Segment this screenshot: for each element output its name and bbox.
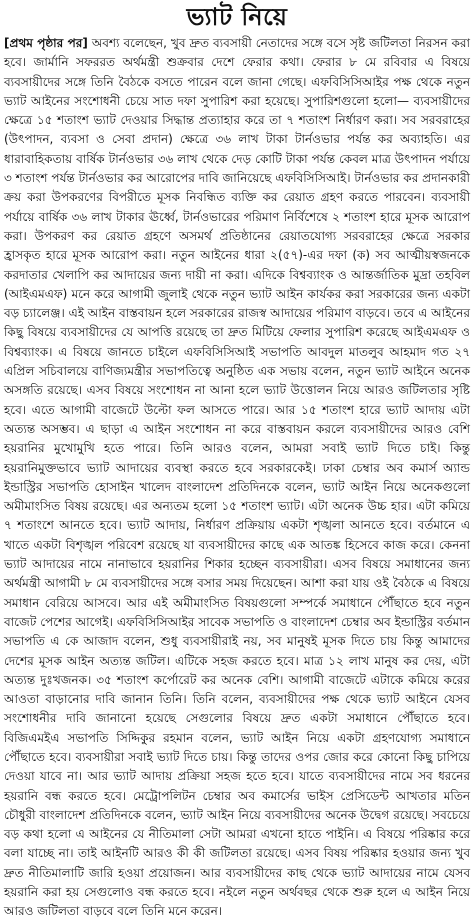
continued-from-label: [প্রথম পৃষ্ঠার পর] xyxy=(4,36,88,50)
article-body-text: অবশ্য বলেছেন, খুব দ্রুত ব্যবসায়ী নেতাদের সঙ্গে বসে সৃষ্ট জটিলতা নিরসন করা হবে। জার্মানি সফররত অর্থমন্ত্রী শুক্রবার দেশে ফেরার কথা। ফেরার ৮ মে রবিবার এ বিষয়ে ব্যবসায়ীদের সঙ্গে তিনি বৈঠকে বসতে পারেন বলে জানা গেছে। এফবিসিসিআইর পক্ষ থেকে নতুন ভ্যাট আইনের সংশোধনী চেয়ে সাত দফা সুপারিশ করা হয়েছে। সুপারিশগুলো হলো— ব্যবসায়ীদের ক্ষেত্রে ১৫ শতাংশ ভ্যাট দেওয়ার সিদ্ধান্ত প্রত্যাহার করে তা ৭ শতাংশ নির্ধারণ করা। সব সরবরাহের (উৎপাদন, ব্যবসা ও সেবা প্রদান) ক্ষেত্রে ৩৬ লাখ টাকা টার্নওভার পর্যন্ত কর অব্যাহতি। এর ধারাবাহিকতায় বার্ষিক টার্নওভার ৩৬ লাখ থেকে দেড় কোটি টাকা পর্যন্ত কেবল মাত্র উৎপাদন পর্যায়ে ৩ শতাংশ পর্যন্ত টার্নওভার কর আরোপের দাবি জানিয়েছে এফবিসিসিআই। টার্নওভার কর প্রদানকারী ক্রয় করা উপকরণের বিপরীতে মূসক নিবন্ধিত ব্যক্তি কর রেয়াত গ্রহণ করতে পারবেন। ব্যবসায়ী পর্যায়ে বার্ষিক ৩৬ লাখ টাকার ঊর্ধ্বে, টার্নওভারের পরিমাণ নির্বিশেষে ২ শতাংশ হারে মূসক আরোপ করা। উপকরণ কর রেয়াত গ্রহণে অসমর্থ প্রতিষ্ঠানের রেয়াতযোগ্য সরবরাহের ক্ষেত্রে সরকার হ্রাসকৃত হারে মূসক আরোপ করা। নতুন আইনের ধারা ২(৫৭)-এর দফা (ক) সব আত্মীয়স্বজনকে করদাতার খেলাপি কর আদায়ের জন্য দায়ী না করা। এদিকে বিশ্বব্যাংক ও আন্তর্জাতিক মুদ্রা তহবিল (আইএমএফ) মনে করে আগামী জুলাই থেকে নতুন ভ্যাট আইন কার্যকর করা সরকারের জন্য একটা বড় চ্যালেঞ্জ। এই আইন বাস্তবায়ন হলে সরকারের রাজস্ব আদায়ের পরিমাণ বাড়বে। তবে এ আইনের কিছু বিষয়ে ব্যবসায়ীদের যে আপত্তি রয়েছে তা দ্রুত মিটিয়ে ফেলার সুপারিশ করেছে আইএমএফ ও বিশ্বব্যাংক। এ বিষয়ে জানতে চাইলে এফবিসিসিআই সভাপতি আবদুল মাতলুব আহমাদ গত ২৭ এপ্রিল সচিবালয়ে বাণিজ্যমন্ত্রীর সভাপতিত্বে অনুষ্ঠিত এক সভায় বলেন, নতুন ভ্যাট আইনে অনেক অসঙ্গতি রয়েছে। এসব বিষয়ে সংশোধন না আনা হলে ভ্যাট উত্তোলন নিয়ে আরও জটিলতার সৃষ্টি হবে। এতে আগামী বাজেটে উল্টো ফল আসতে পারে। আর ১৫ শতাংশ হারে ভ্যাট আদায় এটা অত্যন্ত অসম্ভব। এ ছাড়া এ আইন সংশোধন না করে বাস্তবায়ন করলে ব্যবসায়ীদের আরও বেশি হয়রানির মুখোমুখি হতে পারে। তিনি আরও বলেন, আমরা সবাই ভ্যাট দিতে চাই। কিন্তু হয়রানিমুক্তভাবে ভ্যাট আদায়ের ব্যবস্থা করতে হবে সরকারকেই। ঢাকা চেম্বার অব কমার্স অ্যান্ড ইন্ডাস্ট্রির সভাপতি হোসাইন খালেদ বাংলাদেশ প্রতিদিনকে বলেন, ভ্যাট আইন নিয়ে অনেকগুলো অমীমাংসিত বিষয় রয়েছে। এর অন্যতম হলো ১৫ শতাংশ ভ্যাট। এটা অনেক উচ্চ হার। এটা কমিয়ে ৭ শতাংশে আনতে হবে। ভ্যাট আদায়, নির্ধারণ প্রক্রিয়ায় একটা শৃঙ্খলা আনতে হবে। বর্তমানে এ খাতে একটা বিশৃঙ্খল পরিবেশ রয়েছে যা ব্যবসায়ীদের কাছে এক আতঙ্ক হিসেবে কাজ করে। কেননা ভ্যাট আদায়ের নামে নানাভাবে হয়রানির শিকার হচ্ছেন ব্যবসায়ীরা। এসব বিষয়ে সমাধানের জন্য অর্থমন্ত্রী আগামী ৮ মে ব্যবসায়ীদের সঙ্গে বসার সময় দিয়েছেন। আশা করা যায় ওই বৈঠকে এ বিষয়ে সমাধান বেরিয়ে আসবে। আর এই অমীমাংসিত বিষয়গুলো সম্পর্কে সমাধানে পৌঁছাতে হবে নতুন বাজেট পেশের আগেই। এফবিসিসিআইর সাবেক সভাপতি ও বাংলাদেশ চেম্বার অব ইন্ডাস্ট্রির বর্তমান সভাপতি এ কে আজাদ বলেন, শুধু ব্যবসায়ীরাই নয়, সব মানুষই মূসক দিতে চায় কিন্তু আমাদের দেশের মূসক আইন অত্যন্ত জটিল। এটিকে সহজ করতে হবে। মাত্র ১২ লাখ মানুষ কর দেয়, এটা অত্যন্ত দুঃখজনক। ৩৫ শতাংশ কর্পোরেট কর অনেক বেশি। আগামী বাজেটে এটাকে কমিয়ে করের আওতা বাড়ানোর দাবি জানান তিনি। তিনি বলেন, ব্যবসায়ীদের পক্ষ থেকে ভ্যাট আইনে যেসব সংশোধনীর দাবি জানানো হয়েছে সেগুলোর বিষয়ে দ্রুত একটা সমাধানে পৌঁছাতে হবে। বিজিএমইএ সভাপতি সিদ্দিকুর রহমান বলেন, ভ্যাট আইন নিয়ে একটা গ্রহণযোগ্য সমাধানে পৌঁছাতে হবে। ব্যবসায়ীরা সবাই ভ্যাট দিতে চায়। কিন্তু তাদের ওপর জোর করে কোনো কিছু চাপিয়ে দেওয়া যাবে না। আর ভ্যাট আদায় প্রক্রিয়া সহজ হতে হবে। যাতে ব্যবসায়ীদের নামে সব ধরনের হয়রানি বন্ধ করতে হবে। মেট্রোপলিটন চেম্বার অব কমার্সের ভাইস প্রেসিডেন্ট আখতার মতিন চৌধুরী বাংলাদেশ প্রতিদিনকে বলেন, ভ্যাট আইন নিয়ে ব্যবসায়ীদের অনেক উদ্বেগ রয়েছে। সবচেয়ে বড় কথা হলো এ আইনের যে নীতিমালা সেটা আমরা এখনো হাতে পাইনি। এ বিষয়ে পরিষ্কার করে বলা যাচ্ছে না। তাই আইনটি আরও কী কী জটিলতা রয়েছে। এসব বিষয় পরিষ্কার হওয়ার জন্য খুব দ্রুত নীতিমালাটি জারি হওয়া প্রয়োজন। আর ব্যবসায়ীদের কাছ থেকে ভ্যাট আদায়ের নামে যেসব হয়রানি করা হয় সেগুলোও বন্ধ করতে হবে। নইলে নতুন অর্থবছর থেকে শুরু হলে এ আইন নিয়ে আরও জটিলতা বাড়বে বলে তিনি মনে করেন। xyxy=(4,36,470,919)
article-body xyxy=(4,34,470,922)
article-headline: ভ্যাট নিয়ে xyxy=(186,2,288,31)
